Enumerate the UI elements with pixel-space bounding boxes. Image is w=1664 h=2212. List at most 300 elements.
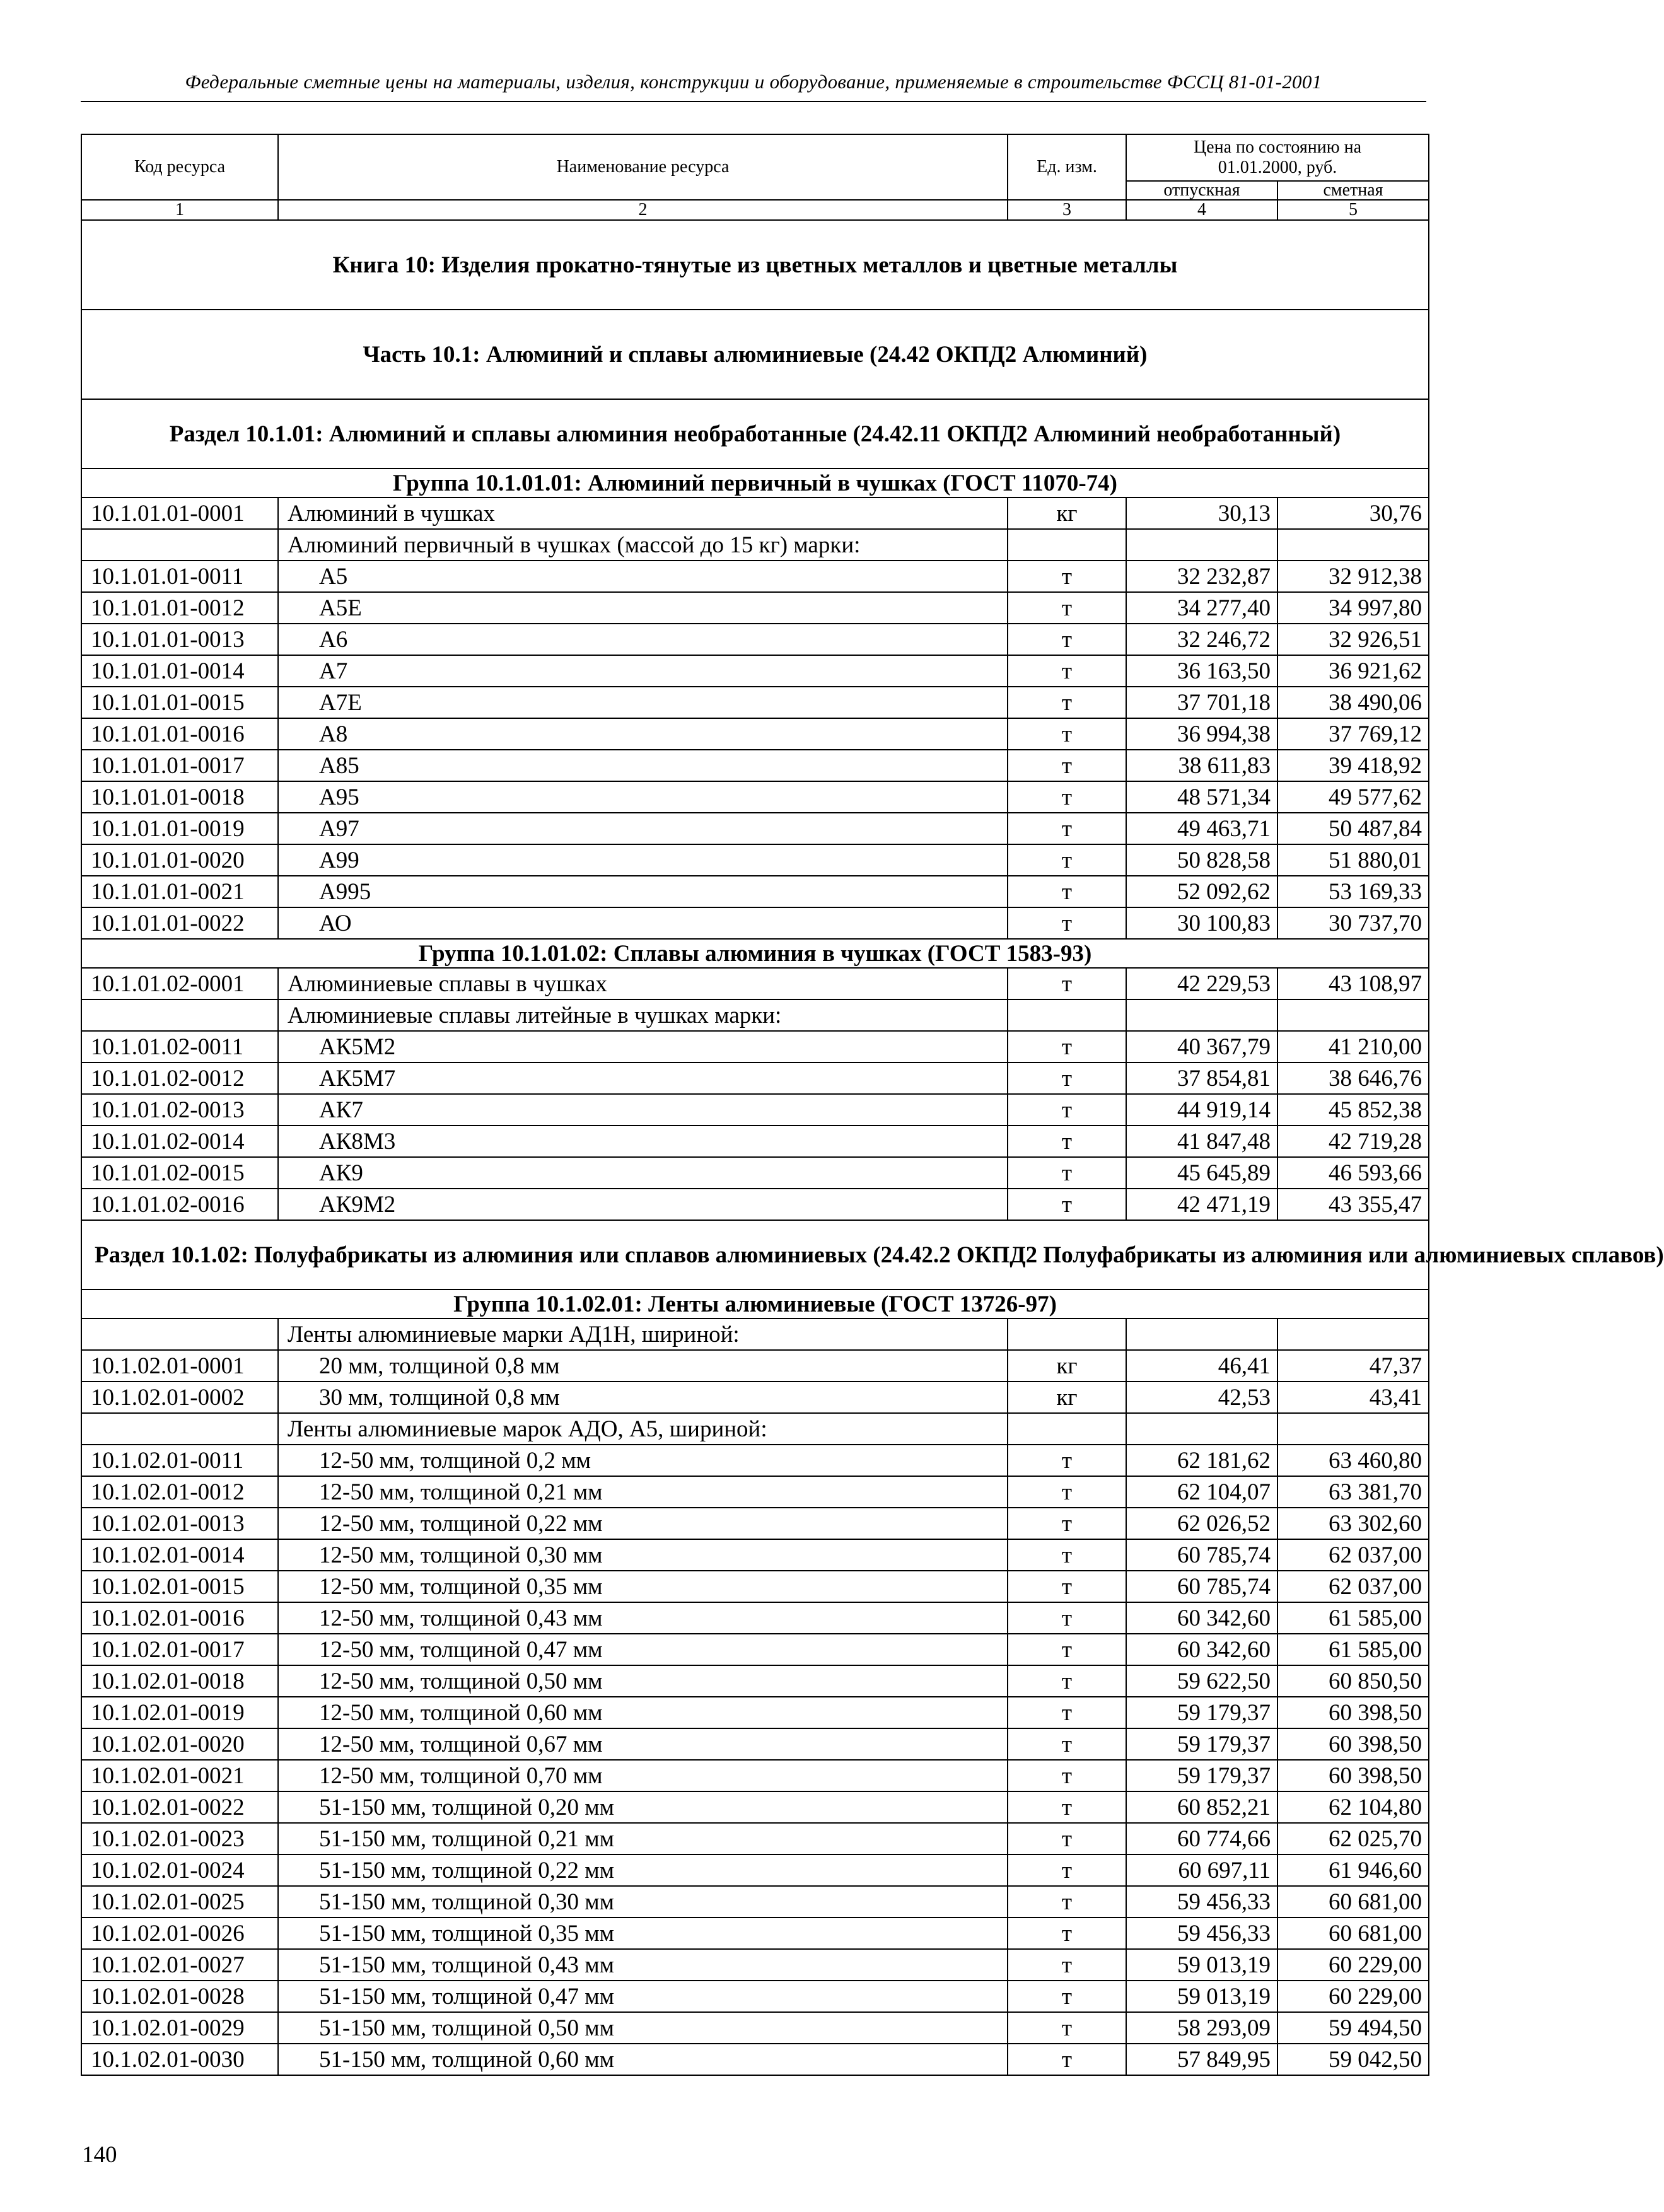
group-title-row [81, 1289, 1429, 1318]
col-header-code: Код ресурса [81, 134, 278, 200]
resource-name: АК9М2 [278, 1189, 1008, 1220]
resource-code [81, 999, 278, 1031]
table-row [81, 1157, 1429, 1189]
table-row [81, 2044, 1429, 2075]
unit [1008, 1413, 1126, 1445]
subheading-text: Ленты алюминиевые марки АД1Н, шириной: [278, 1318, 1008, 1350]
unit: т [1008, 655, 1126, 687]
price-estimate: 60 398,50 [1277, 1697, 1429, 1728]
price-release: 30,13 [1126, 498, 1277, 529]
unit [1008, 529, 1126, 561]
unit [1008, 999, 1126, 1031]
unit: т [1008, 1760, 1126, 1791]
resource-name: А7 [278, 655, 1008, 687]
price-estimate: 53 169,33 [1277, 876, 1429, 907]
table-row [81, 1823, 1429, 1854]
resource-name: А5 [278, 561, 1008, 592]
price-release: 59 456,33 [1126, 1918, 1277, 1949]
price-release [1126, 1318, 1277, 1350]
unit: т [1008, 592, 1126, 624]
table-row [81, 687, 1429, 718]
resource-name: А7Е [278, 687, 1008, 718]
price-release: 36 163,50 [1126, 655, 1277, 687]
resource-code: 10.1.02.01-0002 [81, 1382, 278, 1413]
price-release: 34 277,40 [1126, 592, 1277, 624]
price-estimate: 37 769,12 [1277, 718, 1429, 750]
table-row [81, 1476, 1429, 1508]
price-estimate: 32 912,38 [1277, 561, 1429, 592]
subheading-text: Ленты алюминиевые марок АДО, А5, шириной: [278, 1413, 1008, 1445]
resource-name: А99 [278, 844, 1008, 876]
resource-code: 10.1.01.01-0013 [81, 624, 278, 655]
unit: т [1008, 687, 1126, 718]
price-estimate [1277, 1318, 1429, 1350]
table-row [81, 1508, 1429, 1539]
table-row [81, 1031, 1429, 1062]
col-header-price: Цена по состоянию на 01.01.2000, руб. [1126, 134, 1429, 181]
resource-code: 10.1.01.01-0012 [81, 592, 278, 624]
price-estimate [1277, 999, 1429, 1031]
resource-name: 30 мм, толщиной 0,8 мм [278, 1382, 1008, 1413]
col-header-unit: Ед. изм. [1008, 134, 1126, 200]
price-release: 58 293,09 [1126, 2012, 1277, 2044]
running-header: Федеральные сметные цены на материалы, изделия, конструкции и оборудование, применяемые в строительстве ФССЦ 81-01-2001 [185, 71, 1322, 93]
price-release: 41 847,48 [1126, 1126, 1277, 1157]
table-row [81, 1126, 1429, 1157]
subheading-text: Алюминий первичный в чушках (массой до 15 кг) марки: [278, 529, 1008, 561]
unit: т [1008, 844, 1126, 876]
price-estimate: 49 577,62 [1277, 781, 1429, 813]
table-row [81, 561, 1429, 592]
unit: кг [1008, 1382, 1126, 1413]
table-row [81, 1539, 1429, 1571]
col-number: 2 [278, 200, 1008, 220]
price-release: 62 026,52 [1126, 1508, 1277, 1539]
resource-code: 10.1.01.01-0017 [81, 750, 278, 781]
price-release: 59 179,37 [1126, 1728, 1277, 1760]
price-release [1126, 999, 1277, 1031]
unit: т [1008, 561, 1126, 592]
table-row [81, 1602, 1429, 1634]
price-release: 59 013,19 [1126, 1949, 1277, 1981]
resource-code: 10.1.02.01-0022 [81, 1791, 278, 1823]
group-title: Группа 10.1.01.01: Алюминий первичный в чушках (ГОСТ 11070-74) [81, 469, 1429, 498]
unit: т [1008, 781, 1126, 813]
resource-name: 12-50 мм, толщиной 0,30 мм [278, 1539, 1008, 1571]
resource-name: А85 [278, 750, 1008, 781]
table-row [81, 1886, 1429, 1918]
resource-code: 10.1.01.02-0001 [81, 968, 278, 999]
resource-code: 10.1.01.01-0020 [81, 844, 278, 876]
unit: т [1008, 876, 1126, 907]
table-row [81, 781, 1429, 813]
resource-name: 12-50 мм, толщиной 0,50 мм [278, 1665, 1008, 1697]
table-row [81, 1791, 1429, 1823]
price-table [81, 134, 1664, 2076]
resource-code: 10.1.02.01-0014 [81, 1539, 278, 1571]
unit [1008, 1318, 1126, 1350]
resource-name: АО [278, 907, 1008, 939]
table-row [81, 1189, 1429, 1220]
resource-name: 12-50 мм, толщиной 0,35 мм [278, 1571, 1008, 1602]
resource-name: 51-150 мм, толщиной 0,20 мм [278, 1791, 1008, 1823]
resource-name: А97 [278, 813, 1008, 844]
col-number: 4 [1126, 200, 1277, 220]
table-row [81, 1981, 1429, 2012]
price-estimate [1277, 529, 1429, 561]
resource-name: 12-50 мм, толщиной 0,67 мм [278, 1728, 1008, 1760]
table-row [81, 1697, 1429, 1728]
price-estimate [1277, 1413, 1429, 1445]
price-estimate: 61 585,00 [1277, 1634, 1429, 1665]
group-title: Группа 10.1.02.01: Ленты алюминиевые (ГОСТ 13726-97) [81, 1289, 1429, 1318]
price-estimate: 60 681,00 [1277, 1918, 1429, 1949]
price-release: 38 611,83 [1126, 750, 1277, 781]
price-release: 60 852,21 [1126, 1791, 1277, 1823]
unit: т [1008, 1981, 1126, 2012]
col-header-release: отпускная [1126, 181, 1277, 200]
resource-name: 12-50 мм, толщиной 0,47 мм [278, 1634, 1008, 1665]
resource-code: 10.1.02.01-0001 [81, 1350, 278, 1382]
resource-code: 10.1.02.01-0025 [81, 1886, 278, 1918]
price-release: 60 774,66 [1126, 1823, 1277, 1854]
resource-name: 51-150 мм, толщиной 0,30 мм [278, 1886, 1008, 1918]
unit: т [1008, 1189, 1126, 1220]
unit: т [1008, 1062, 1126, 1094]
resource-name: 12-50 мм, толщиной 0,2 мм [278, 1445, 1008, 1476]
resource-code: 10.1.01.01-0021 [81, 876, 278, 907]
price-estimate: 62 104,80 [1277, 1791, 1429, 1823]
price-estimate: 60 850,50 [1277, 1665, 1429, 1697]
price-release: 60 342,60 [1126, 1602, 1277, 1634]
table-row [81, 655, 1429, 687]
price-estimate: 43 108,97 [1277, 968, 1429, 999]
unit: т [1008, 2012, 1126, 2044]
table-row [81, 1854, 1429, 1886]
price-release: 59 622,50 [1126, 1665, 1277, 1697]
price-release: 49 463,71 [1126, 813, 1277, 844]
col-number: 5 [1277, 200, 1429, 220]
price-estimate: 38 646,76 [1277, 1062, 1429, 1094]
resource-name: Алюминий в чушках [278, 498, 1008, 529]
resource-name: АК5М7 [278, 1062, 1008, 1094]
unit: т [1008, 1665, 1126, 1697]
table-row [81, 1728, 1429, 1760]
price-release: 42 229,53 [1126, 968, 1277, 999]
col-number: 3 [1008, 200, 1126, 220]
unit: т [1008, 1854, 1126, 1886]
section-title-row [81, 1220, 1429, 1289]
unit: т [1008, 1728, 1126, 1760]
resource-code: 10.1.01.02-0011 [81, 1031, 278, 1062]
resource-code: 10.1.01.01-0022 [81, 907, 278, 939]
resource-code: 10.1.02.01-0011 [81, 1445, 278, 1476]
price-release: 42 471,19 [1126, 1189, 1277, 1220]
resource-code: 10.1.02.01-0016 [81, 1602, 278, 1634]
unit: т [1008, 1823, 1126, 1854]
price-release: 44 919,14 [1126, 1094, 1277, 1126]
group-title-row [81, 469, 1429, 498]
resource-name: 51-150 мм, толщиной 0,47 мм [278, 1981, 1008, 2012]
col-number: 1 [81, 200, 278, 220]
price-estimate: 60 398,50 [1277, 1760, 1429, 1791]
resource-name: АК8М3 [278, 1126, 1008, 1157]
price-release: 50 828,58 [1126, 844, 1277, 876]
price-estimate: 36 921,62 [1277, 655, 1429, 687]
resource-code: 10.1.02.01-0013 [81, 1508, 278, 1539]
table-row [81, 1949, 1429, 1981]
book-title: Книга 10: Изделия прокатно-тянутые из цветных металлов и цветные металлы [81, 220, 1429, 310]
resource-code: 10.1.01.01-0018 [81, 781, 278, 813]
table-body [81, 220, 1664, 2075]
unit: т [1008, 1918, 1126, 1949]
price-release: 32 246,72 [1126, 624, 1277, 655]
price-release: 36 994,38 [1126, 718, 1277, 750]
resource-name: АК9 [278, 1157, 1008, 1189]
table-row [81, 1665, 1429, 1697]
resource-code [81, 529, 278, 561]
unit: т [1008, 813, 1126, 844]
resource-name: А995 [278, 876, 1008, 907]
price-estimate: 47,37 [1277, 1350, 1429, 1382]
resource-code: 10.1.01.02-0013 [81, 1094, 278, 1126]
table-row [81, 1382, 1429, 1413]
resource-name: 51-150 мм, толщиной 0,60 мм [278, 2044, 1008, 2075]
part-title-row [81, 310, 1429, 399]
unit: т [1008, 1791, 1126, 1823]
unit: т [1008, 2044, 1126, 2075]
resource-code: 10.1.02.01-0017 [81, 1634, 278, 1665]
part-title: Часть 10.1: Алюминий и сплавы алюминиевые (24.42 ОКПД2 Алюминий) [81, 310, 1429, 399]
price-release: 59 179,37 [1126, 1697, 1277, 1728]
header-rule [81, 101, 1426, 102]
resource-code: 10.1.01.02-0012 [81, 1062, 278, 1094]
price-release: 32 232,87 [1126, 561, 1277, 592]
resource-name: 51-150 мм, толщиной 0,21 мм [278, 1823, 1008, 1854]
col-header-name: Наименование ресурса [278, 134, 1008, 200]
price-release: 60 342,60 [1126, 1634, 1277, 1665]
table-row [81, 907, 1429, 939]
price-release [1126, 529, 1277, 561]
price-estimate: 43 355,47 [1277, 1189, 1429, 1220]
price-estimate: 62 037,00 [1277, 1539, 1429, 1571]
unit: т [1008, 1094, 1126, 1126]
table-row [81, 1571, 1429, 1602]
table-row [81, 1760, 1429, 1791]
resource-name: 12-50 мм, толщиной 0,21 мм [278, 1476, 1008, 1508]
table-row [81, 1634, 1429, 1665]
table-row [81, 498, 1429, 529]
resource-code: 10.1.02.01-0026 [81, 1918, 278, 1949]
resource-code: 10.1.02.01-0015 [81, 1571, 278, 1602]
price-release: 59 013,19 [1126, 1981, 1277, 2012]
resource-code: 10.1.02.01-0028 [81, 1981, 278, 2012]
subheading-text: Алюминиевые сплавы литейные в чушках марки: [278, 999, 1008, 1031]
resource-name: Алюминиевые сплавы в чушках [278, 968, 1008, 999]
price-release: 46,41 [1126, 1350, 1277, 1382]
unit: т [1008, 718, 1126, 750]
resource-name: 51-150 мм, толщиной 0,22 мм [278, 1854, 1008, 1886]
price-release: 60 785,74 [1126, 1539, 1277, 1571]
unit: т [1008, 624, 1126, 655]
resource-code: 10.1.01.02-0016 [81, 1189, 278, 1220]
unit: т [1008, 1634, 1126, 1665]
resource-code: 10.1.02.01-0012 [81, 1476, 278, 1508]
unit: кг [1008, 498, 1126, 529]
resource-name: 20 мм, толщиной 0,8 мм [278, 1350, 1008, 1382]
price-release: 40 367,79 [1126, 1031, 1277, 1062]
resource-code: 10.1.01.01-0011 [81, 561, 278, 592]
table-row [81, 1350, 1429, 1382]
price-estimate: 30,76 [1277, 498, 1429, 529]
price-estimate: 60 681,00 [1277, 1886, 1429, 1918]
section-title: Раздел 10.1.02: Полуфабрикаты из алюминия или сплавов алюминиевых (24.42.2 ОКПД2 Полуфабрикаты из алюминия или алюминиевых сплавов) [81, 1220, 1429, 1289]
price-release: 57 849,95 [1126, 2044, 1277, 2075]
price-release [1126, 1413, 1277, 1445]
resource-name: 12-50 мм, толщиной 0,60 мм [278, 1697, 1008, 1728]
price-release: 37 854,81 [1126, 1062, 1277, 1094]
resource-code: 10.1.02.01-0030 [81, 2044, 278, 2075]
table-row [81, 968, 1429, 999]
unit: т [1008, 1508, 1126, 1539]
price-release: 42,53 [1126, 1382, 1277, 1413]
price-release: 52 092,62 [1126, 876, 1277, 907]
resource-name: АК5М2 [278, 1031, 1008, 1062]
resource-name: 12-50 мм, толщиной 0,22 мм [278, 1508, 1008, 1539]
resource-code: 10.1.02.01-0018 [81, 1665, 278, 1697]
price-estimate: 63 381,70 [1277, 1476, 1429, 1508]
price-release: 37 701,18 [1126, 687, 1277, 718]
unit: т [1008, 1602, 1126, 1634]
subheading-row [81, 1318, 1429, 1350]
price-estimate: 59 042,50 [1277, 2044, 1429, 2075]
table-row [81, 844, 1429, 876]
unit: т [1008, 1445, 1126, 1476]
price-estimate: 61 585,00 [1277, 1602, 1429, 1634]
price-estimate: 39 418,92 [1277, 750, 1429, 781]
subheading-row [81, 529, 1429, 561]
section-title: Раздел 10.1.01: Алюминий и сплавы алюминия необработанные (24.42.11 ОКПД2 Алюминий необработанный) [81, 399, 1429, 469]
table-header [81, 134, 1429, 220]
resource-code [81, 1318, 278, 1350]
resource-code: 10.1.02.01-0023 [81, 1823, 278, 1854]
unit: т [1008, 1697, 1126, 1728]
resource-code: 10.1.02.01-0027 [81, 1949, 278, 1981]
table-row [81, 813, 1429, 844]
subheading-row [81, 999, 1429, 1031]
price-release: 30 100,83 [1126, 907, 1277, 939]
price-estimate: 61 946,60 [1277, 1854, 1429, 1886]
price-estimate: 50 487,84 [1277, 813, 1429, 844]
table-row [81, 718, 1429, 750]
resource-name: АК7 [278, 1094, 1008, 1126]
price-release: 60 785,74 [1126, 1571, 1277, 1602]
resource-name: А5Е [278, 592, 1008, 624]
price-estimate: 42 719,28 [1277, 1126, 1429, 1157]
unit: кг [1008, 1350, 1126, 1382]
table-row [81, 1062, 1429, 1094]
resource-code: 10.1.02.01-0021 [81, 1760, 278, 1791]
price-estimate: 51 880,01 [1277, 844, 1429, 876]
table-row [81, 750, 1429, 781]
price-estimate: 62 025,70 [1277, 1823, 1429, 1854]
resource-code: 10.1.02.01-0020 [81, 1728, 278, 1760]
resource-name: А8 [278, 718, 1008, 750]
unit: т [1008, 1571, 1126, 1602]
price-estimate: 62 037,00 [1277, 1571, 1429, 1602]
resource-name: 51-150 мм, толщиной 0,50 мм [278, 2012, 1008, 2044]
unit: т [1008, 1886, 1126, 1918]
table-row [81, 2012, 1429, 2044]
resource-code: 10.1.02.01-0019 [81, 1697, 278, 1728]
price-estimate: 30 737,70 [1277, 907, 1429, 939]
price-release: 59 179,37 [1126, 1760, 1277, 1791]
price-estimate: 46 593,66 [1277, 1157, 1429, 1189]
resource-name: 51-150 мм, толщиной 0,35 мм [278, 1918, 1008, 1949]
resource-name: 51-150 мм, толщиной 0,43 мм [278, 1949, 1008, 1981]
resource-name: 12-50 мм, толщиной 0,70 мм [278, 1760, 1008, 1791]
price-estimate: 60 398,50 [1277, 1728, 1429, 1760]
resource-code: 10.1.01.01-0015 [81, 687, 278, 718]
resource-code [81, 1413, 278, 1445]
resource-code: 10.1.01.01-0019 [81, 813, 278, 844]
table-row [81, 1094, 1429, 1126]
price-estimate: 43,41 [1277, 1382, 1429, 1413]
resource-code: 10.1.02.01-0029 [81, 2012, 278, 2044]
section-title-row [81, 399, 1429, 469]
price-release: 60 697,11 [1126, 1854, 1277, 1886]
resource-code: 10.1.02.01-0024 [81, 1854, 278, 1886]
price-release: 45 645,89 [1126, 1157, 1277, 1189]
subheading-row [81, 1413, 1429, 1445]
price-estimate: 59 494,50 [1277, 2012, 1429, 2044]
price-estimate: 41 210,00 [1277, 1031, 1429, 1062]
resource-code: 10.1.01.01-0016 [81, 718, 278, 750]
price-estimate: 60 229,00 [1277, 1981, 1429, 2012]
unit: т [1008, 1126, 1126, 1157]
resource-name: 12-50 мм, толщиной 0,43 мм [278, 1602, 1008, 1634]
resource-name: А95 [278, 781, 1008, 813]
table-row [81, 1918, 1429, 1949]
price-estimate: 34 997,80 [1277, 592, 1429, 624]
price-estimate: 45 852,38 [1277, 1094, 1429, 1126]
table-row [81, 624, 1429, 655]
unit: т [1008, 750, 1126, 781]
unit: т [1008, 1539, 1126, 1571]
table-row [81, 592, 1429, 624]
price-estimate: 32 926,51 [1277, 624, 1429, 655]
table-row [81, 876, 1429, 907]
price-estimate: 60 229,00 [1277, 1949, 1429, 1981]
price-release: 62 104,07 [1126, 1476, 1277, 1508]
group-title: Группа 10.1.01.02: Сплавы алюминия в чушках (ГОСТ 1583-93) [81, 939, 1429, 968]
group-title-row [81, 939, 1429, 968]
resource-code: 10.1.01.01-0014 [81, 655, 278, 687]
price-release: 59 456,33 [1126, 1886, 1277, 1918]
unit: т [1008, 968, 1126, 999]
price-estimate: 38 490,06 [1277, 687, 1429, 718]
resource-name: А6 [278, 624, 1008, 655]
price-release: 62 181,62 [1126, 1445, 1277, 1476]
unit: т [1008, 1949, 1126, 1981]
price-estimate: 63 460,80 [1277, 1445, 1429, 1476]
unit: т [1008, 1476, 1126, 1508]
resource-code: 10.1.01.02-0015 [81, 1157, 278, 1189]
page-number: 140 [82, 2142, 117, 2168]
col-header-estimate: сметная [1277, 181, 1429, 200]
price-estimate: 63 302,60 [1277, 1508, 1429, 1539]
table-row [81, 1445, 1429, 1476]
